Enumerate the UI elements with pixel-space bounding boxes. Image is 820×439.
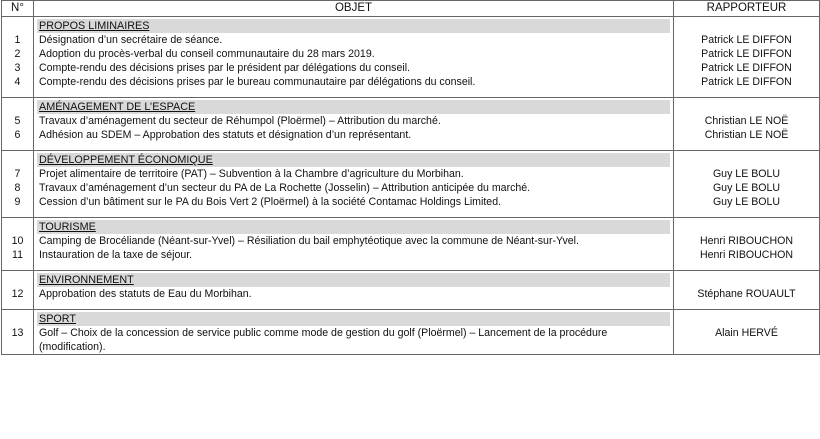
header-row bbox=[2, 1, 820, 17]
item-rapporteur: Patrick LE DIFFON bbox=[701, 34, 792, 46]
item-rapporteur: Patrick LE DIFFON bbox=[701, 76, 792, 88]
item-rapporteur: Guy LE BOLU bbox=[712, 168, 781, 180]
item-number: 8 bbox=[14, 182, 21, 194]
section-sport bbox=[2, 310, 820, 355]
item-number: 2 bbox=[14, 48, 21, 60]
section-propos-liminaires bbox=[2, 17, 820, 98]
header-objet: OBJET bbox=[34, 1, 674, 17]
item-text: Adoption du procès-verbal du conseil communautaire du 28 mars 2019. bbox=[39, 48, 375, 60]
item-text: Approbation des statuts de Eau du Morbihan. bbox=[39, 288, 252, 300]
item-text: Camping de Brocéliande (Néant-sur-Yvel) – Résiliation du bail emphytéotique avec la commune de Néant-sur-Yvel. bbox=[39, 235, 579, 247]
item-text: Compte-rendu des décisions prises par le bureau communautaire par délégations du conseil. bbox=[39, 76, 476, 88]
item-number: 7 bbox=[14, 168, 21, 180]
agenda-table bbox=[1, 0, 820, 355]
section-environnement bbox=[2, 271, 820, 310]
item-number: 4 bbox=[14, 76, 21, 88]
rapporteur-cell bbox=[674, 218, 820, 271]
item-rapporteur: Christian LE NOË bbox=[704, 115, 789, 127]
item-number: 12 bbox=[11, 288, 24, 300]
objet-cell bbox=[34, 271, 674, 310]
item-text: Projet alimentaire de territoire (PAT) – Subvention à la Chambre d’agriculture du Morbihan. bbox=[39, 168, 464, 180]
item-text: Désignation d’un secrétaire de séance. bbox=[39, 34, 223, 46]
item-text: Instauration de la taxe de séjour. bbox=[39, 249, 193, 261]
rapporteur-cell bbox=[674, 271, 820, 310]
num-cell bbox=[2, 218, 34, 271]
item-text: Compte-rendu des décisions prises par le président par délégations du conseil. bbox=[39, 62, 410, 74]
section-tourisme bbox=[2, 218, 820, 271]
objet-cell bbox=[34, 218, 674, 271]
item-number: 6 bbox=[14, 129, 21, 141]
objet-cell bbox=[34, 151, 674, 218]
num-cell bbox=[2, 17, 34, 98]
section-title: PROPOS LIMINAIRES bbox=[37, 19, 670, 33]
item-rapporteur: Henri RIBOUCHON bbox=[699, 249, 793, 261]
item-number: 5 bbox=[14, 115, 21, 127]
objet-cell bbox=[34, 310, 674, 355]
objet-cell bbox=[34, 98, 674, 151]
rapporteur-cell bbox=[674, 151, 820, 218]
section-title: TOURISME bbox=[37, 220, 670, 234]
item-text: Adhésion au SDEM – Approbation des statuts et désignation d’un représentant. bbox=[39, 129, 412, 141]
item-rapporteur: Guy LE BOLU bbox=[712, 196, 781, 208]
item-number: 11 bbox=[12, 249, 23, 261]
item-rapporteur: Guy LE BOLU bbox=[712, 182, 781, 194]
item-rapporteur: Henri RIBOUCHON bbox=[699, 235, 793, 247]
item-rapporteur: Alain HERVÉ bbox=[715, 327, 778, 339]
item-number: 10 bbox=[11, 235, 24, 247]
rapporteur-cell bbox=[674, 310, 820, 355]
item-rapporteur: Stéphane ROUAULT bbox=[697, 288, 796, 300]
item-rapporteur: Patrick LE DIFFON bbox=[701, 62, 792, 74]
num-cell bbox=[2, 151, 34, 218]
item-number: 9 bbox=[14, 196, 21, 208]
section-title: AMÉNAGEMENT DE L’ESPACE bbox=[37, 100, 670, 114]
rapporteur-cell bbox=[674, 98, 820, 151]
objet-cell bbox=[34, 17, 674, 98]
section-title: SPORT bbox=[37, 312, 670, 326]
section-title: DÉVELOPPEMENT ÉCONOMIQUE bbox=[37, 153, 670, 167]
num-cell bbox=[2, 310, 34, 355]
item-text: Travaux d’aménagement d’un secteur du PA de La Rochette (Josselin) – Attribution anticipée du marché. bbox=[39, 182, 531, 194]
item-text: Golf – Choix de la concession de service public comme mode de gestion du golf (Ploërmel) – Lancement de la procédure (modification). bbox=[39, 327, 608, 353]
header-rapporteur: RAPPORTEUR bbox=[674, 1, 820, 17]
item-text: Travaux d’aménagement du secteur de Réhumpol (Ploërmel) – Attribution du marché. bbox=[39, 115, 441, 127]
section-title: ENVIRONNEMENT bbox=[37, 273, 670, 287]
section-developpement-economique bbox=[2, 151, 820, 218]
item-text: Cession d’un bâtiment sur le PA du Bois Vert 2 (Ploërmel) à la société Contamac Holdings Limited. bbox=[39, 196, 502, 208]
header-num: N° bbox=[2, 1, 34, 17]
item-rapporteur: Christian LE NOË bbox=[704, 129, 789, 141]
section-amenagement-espace bbox=[2, 98, 820, 151]
item-number: 3 bbox=[14, 62, 21, 74]
num-cell bbox=[2, 98, 34, 151]
item-rapporteur: Patrick LE DIFFON bbox=[701, 48, 792, 60]
num-cell bbox=[2, 271, 34, 310]
item-number: 13 bbox=[11, 327, 24, 339]
rapporteur-cell bbox=[674, 17, 820, 98]
item-number: 1 bbox=[14, 34, 21, 46]
